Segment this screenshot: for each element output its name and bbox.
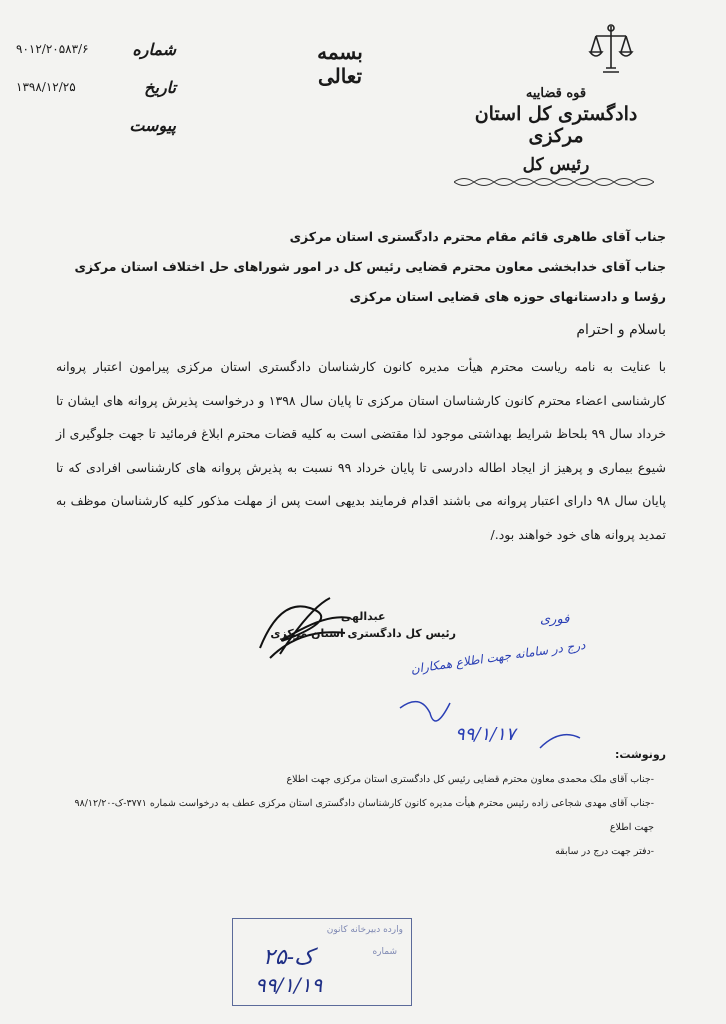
greeting: باسلام و احترام xyxy=(576,322,666,338)
meta-date xyxy=(16,74,176,112)
header-ornament-icon xyxy=(454,175,654,189)
recipient-line: جناب آقای طاهری قائم مقام محترم دادگستری استان مرکزی xyxy=(289,229,666,244)
letter-meta xyxy=(16,36,176,150)
handwritten-note-urgent: فوری xyxy=(540,612,570,627)
judiciary-emblem-icon xyxy=(588,22,634,78)
meta-attachment xyxy=(16,112,176,150)
signer-name: عبدالهی xyxy=(340,610,386,623)
stamp-line-2: شماره xyxy=(372,947,397,957)
meta-date-value: ۱۳۹۸/۱۲/۲۵ xyxy=(16,80,76,94)
meta-number-value: ۹۰۱۲/۲۰۵۸۳/۶ xyxy=(16,42,89,56)
letter-body: با عنایت به نامه ریاست محترم هیأت مدیره کانون کارشناسان دادگستری استان مرکزی پیرامون اعتبار پروانه کارشناسی اعضاء محترم کانون کارشناسان استان مرکزی تا پایان سال ۱۳۹۸ و درخواست پذیرش پروانه های ایشان تا خرداد سال ۹۹ بلحاظ شرایط بهداشتی موجود لذا مقتضی است به کلیه قضات محترم ابلاغ فرمائید تا جهت جلوگیری از شیوع بیماری و پرهیز از ایجاد اطاله دادرسی تا پایان خرداد ۹۹ نسبت به پذیرش پروانه های کارشناسی افرادی که تا پایان سال ۹۸ دارای اعتبار پروانه می باشند اقدام فرمایند بدیهی است پس از مهلت مذکور کلیه کارشناسان موظف به تمدید پروانه های خود خواهند بود./ xyxy=(56,359,666,542)
receipt-stamp xyxy=(232,918,412,1006)
stamp-number: ۲۵-ک xyxy=(263,945,314,970)
meta-date-label: تاریخ xyxy=(144,78,176,97)
stamp-line-1: وارده دبیرخانه کانون xyxy=(326,925,403,935)
meta-number-label: شماره xyxy=(132,40,176,59)
recipients xyxy=(56,222,666,312)
meta-attachment-label: پیوست xyxy=(129,116,176,135)
cc-item: -جناب آقای مهدی شجاعی زاده رئیس محترم هیأت مدیره کانون کارشناسان دادگستری استان مرکزی عطف به درخواست شماره ۳۷۷۱-ک-۹۸/۱۲/۲۰ جهت اطلاع xyxy=(74,798,654,833)
org-line-1: قوه قضاییه xyxy=(525,86,587,101)
meta-number xyxy=(16,36,176,74)
cc-list xyxy=(54,768,654,864)
recipient-line: رؤسا و دادستانهای حوزه های قضایی استان مرکزی xyxy=(349,289,666,304)
cc-title: رونوشت: xyxy=(614,748,666,761)
org-line-2: دادگستری کل استان مرکزی xyxy=(474,103,638,147)
org-line-3: رئیس کل xyxy=(522,155,590,175)
handwritten-note-instruction: درج در سامانه جهت اطلاع همکاران xyxy=(409,637,587,677)
signer-title: رئیس کل دادگستری استان مرکزی xyxy=(270,627,456,640)
org-header xyxy=(446,86,666,175)
cc-item: -دفتر جهت درج در سابقه xyxy=(555,846,654,857)
cc-item: -جناب آقای ملک محمدی معاون محترم قضایی رئیس کل دادگستری استان مرکزی جهت اطلاع xyxy=(286,774,654,785)
handwritten-scribble xyxy=(390,688,590,758)
signer-block xyxy=(270,610,456,640)
handwritten-date: ۹۹/۱/۱۷ xyxy=(455,724,516,745)
stamp-date: ۹۹/۱/۱۹ xyxy=(255,973,323,997)
recipient-line: جناب آقای خدابخشی معاون محترم قضایی رئیس کل در امور شوراهای حل اختلاف استان مرکزی xyxy=(74,259,666,274)
bismillah: بسمه تعالی xyxy=(317,40,363,88)
